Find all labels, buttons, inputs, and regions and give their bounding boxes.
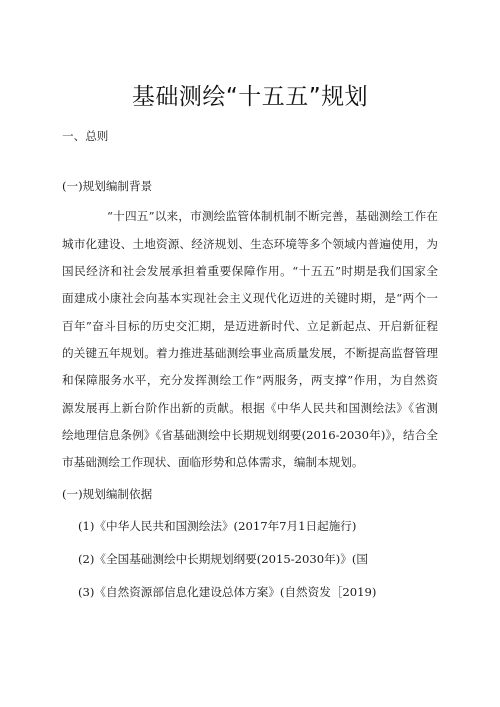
paragraph-line: “十四五”以来，市测绘监管体制机制不断完善，基础测绘工作在 xyxy=(107,209,438,223)
document-title: 基础测绘“十五五”规划 xyxy=(131,84,369,110)
basis-list-item: (2)《全国基础测绘中长期规划纲要(2015-2030年)》(国 xyxy=(78,552,369,566)
paragraph-line: 城市化建设、土地资源、经济规划、生态环境等多个领域内普遍使用，为 xyxy=(62,237,438,251)
paragraph-line: 的关键五年规划。着力推进基础测绘事业高质量发展，不断提高监督管理 xyxy=(62,346,438,360)
paragraph-line: 百年”奋斗目标的历史交汇期，是迈进新时代、立足新起点、开启新征程 xyxy=(62,319,438,333)
basis-list-item: (3)《自然资源部信息化建设总体方案》(自然资发［2019) xyxy=(78,585,377,599)
subsection-heading-basis: (一)规划编制依据 xyxy=(62,487,153,501)
paragraph-line: 市基础测绘工作现状、面临形势和总体需求，编制本规划。 xyxy=(62,455,364,469)
paragraph-line: 源发展再上新台阶作出新的贡献。根据《中华人民共和国测绘法》《省测 xyxy=(62,401,438,415)
section-heading: 一、总则 xyxy=(62,129,109,143)
paragraph-line: 面建成小康社会向基本实现社会主义现代化迈进的关键时期，是“两个一 xyxy=(62,291,438,305)
basis-list-item: (1)《中华人民共和国测绘法》(2017年7月1日起施行) xyxy=(78,519,357,533)
subsection-heading-background: (一)规划编制背景 xyxy=(62,179,153,193)
paragraph-line: 绘地理信息条例》《省基础测绘中长期规划纲要(2016-2030年)》，结合全 xyxy=(62,428,438,442)
paragraph-line: 国民经济和社会发展承担着重要保障作用。“十五五”时期是我们国家全 xyxy=(62,264,438,278)
paragraph-line: 和保障服务水平，充分发挥测绘工作“两服务，两支撑”作用，为自然资 xyxy=(62,373,438,387)
